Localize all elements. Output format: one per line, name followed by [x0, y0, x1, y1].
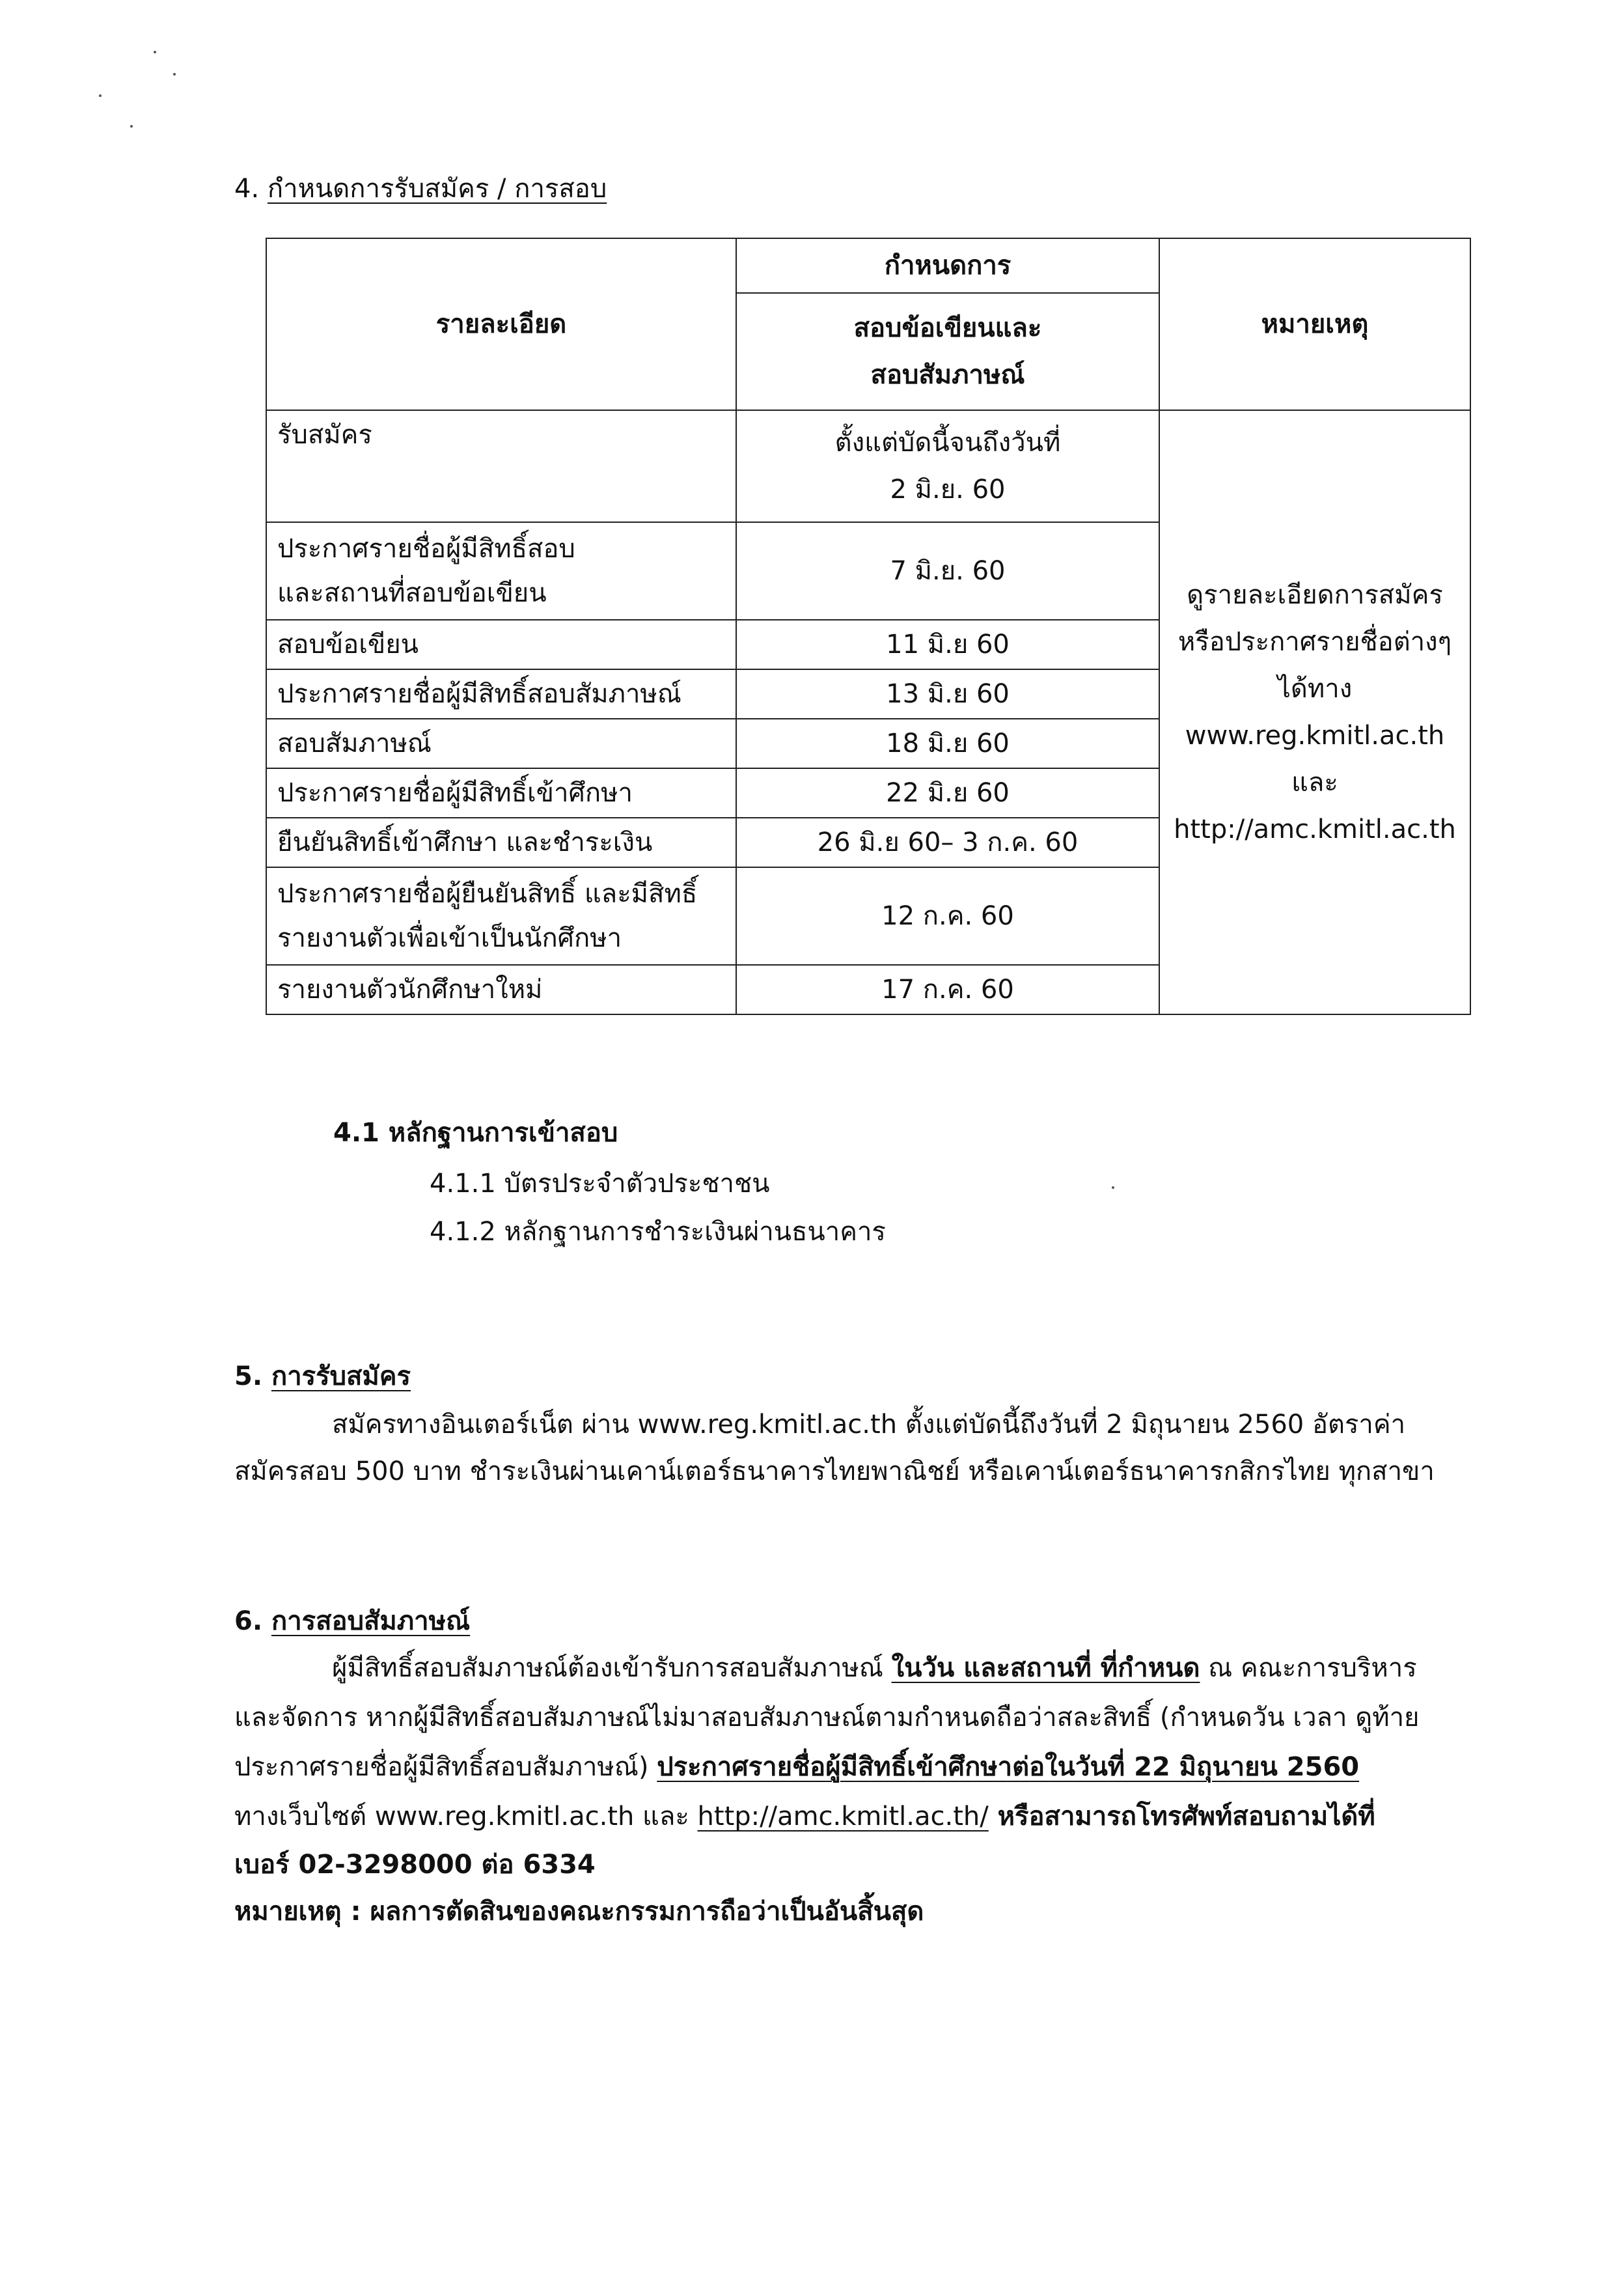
amc-url-link[interactable]: http://amc.kmitl.ac.th/	[697, 1802, 989, 1831]
section-6-paragraph-line: และจัดการ หากผู้มีสิทธิ์สอบสัมภาษณ์ไม่มาสอบสัมภาษณ์ตามกำหนดถือว่าสละสิทธิ์ (กำหนดวัน เวลา ดูท้าย	[234, 1703, 1420, 1733]
schedule-table	[266, 238, 1471, 1015]
row-detail: ประกาศรายชื่อผู้ยืนยันสิทธิ์ และมีสิทธิ์ รายงานตัวเพื่อเข้าเป็นนักศึกษา	[266, 867, 736, 965]
scan-speck	[99, 94, 102, 97]
row-date: 12 ก.ค. 60	[736, 867, 1159, 965]
header-schedule: กำหนดการ	[736, 238, 1159, 293]
evidence-item: 4.1.2 หลักฐานการชำระเงินผ่านธนาคาร	[430, 1217, 886, 1247]
row-detail: ยืนยันสิทธิ์เข้าศึกษา และชำระเงิน	[266, 818, 736, 867]
date-place-emphasis: ในวัน และสถานที่ ที่กำหนด	[891, 1653, 1200, 1683]
remark-cell: ดูรายละเอียดการสมัคร หรือประกาศรายชื่อต่างๆ ได้ทาง www.reg.kmitl.ac.th และ http://amc.kmitl.ac.th	[1159, 410, 1470, 1014]
row-detail: รายงานตัวนักศึกษาใหม่	[266, 965, 736, 1014]
row-date: 17 ก.ค. 60	[736, 965, 1159, 1014]
header-detail: รายละเอียด	[266, 238, 736, 410]
amc-link[interactable]: http://amc.kmitl.ac.th	[1174, 815, 1456, 844]
section-4-heading	[234, 171, 607, 207]
website-link[interactable]: www.reg.kmitl.ac.th	[1185, 721, 1445, 751]
header-schedule-sub: สอบข้อเขียนและ สอบสัมภาษณ์	[736, 293, 1159, 410]
scan-speck	[130, 125, 133, 128]
evidence-item: 4.1.1 บัตรประจำตัวประชาชน	[430, 1169, 770, 1199]
section-4-1-title: 4.1 หลักฐานการเข้าสอบ	[333, 1118, 618, 1148]
scan-speck	[173, 73, 176, 76]
section-5-title: การรับสมัคร	[271, 1361, 411, 1391]
phone-line: เบอร์ 02-3298000 ต่อ 6334	[234, 1850, 596, 1880]
section-5-paragraph-line: สมัครสอบ 500 บาท ชำระเงินผ่านเคาน์เตอร์ธนาคารไทยพาณิชย์ หรือเคาน์เตอร์ธนาคารกสิกรไทย ทุกสาขา	[234, 1456, 1435, 1486]
section-5-heading	[234, 1358, 411, 1395]
scan-speck	[154, 51, 156, 53]
row-date: 13 มิ.ย 60	[736, 669, 1159, 719]
row-date: 11 มิ.ย 60	[736, 620, 1159, 669]
row-date: 26 มิ.ย 60– 3 ก.ค. 60	[736, 818, 1159, 867]
row-detail: สอบข้อเขียน	[266, 620, 736, 669]
row-detail: ประกาศรายชื่อผู้มีสิทธิ์สอบ และสถานที่สอบข้อเขียน	[266, 522, 736, 620]
row-detail: ประกาศรายชื่อผู้มีสิทธิ์เข้าศึกษา	[266, 768, 736, 818]
section-6-paragraph-line: ทางเว็บไซต์ www.reg.kmitl.ac.th และ http://amc.kmitl.ac.th/ หรือสามารถโทรศัพท์สอบถามได้ที่	[234, 1802, 1375, 1831]
scan-speck	[1112, 1186, 1114, 1189]
section-4-title: กำหนดการรับสมัคร / การสอบ	[267, 174, 607, 204]
row-detail: รับสมัคร	[266, 410, 736, 522]
row-detail: สอบสัมภาษณ์	[266, 719, 736, 768]
section-6-heading	[234, 1603, 470, 1639]
section-6-paragraph-line: ผู้มีสิทธิ์สอบสัมภาษณ์ต้องเข้ารับการสอบสัมภาษณ์ ในวัน และสถานที่ ที่กำหนด ณ คณะการบริหาร	[332, 1653, 1417, 1683]
row-detail: ประกาศรายชื่อผู้มีสิทธิ์สอบสัมภาษณ์	[266, 669, 736, 719]
section-5-paragraph-line: สมัครทางอินเตอร์เน็ต ผ่าน www.reg.kmitl.ac.th ตั้งแต่บัดนี้ถึงวันที่ 2 มิถุนายน 2560 อัตราค่า	[332, 1410, 1406, 1440]
header-remark: หมายเหตุ	[1159, 238, 1470, 410]
final-remark: หมายเหตุ : ผลการตัดสินของคณะกรรมการถือว่าเป็นอันสิ้นสุด	[234, 1897, 924, 1927]
section-6-title: การสอบสัมภาษณ์	[271, 1606, 471, 1636]
row-date: ตั้งแต่บัดนี้จนถึงวันที่ 2 มิ.ย. 60	[736, 410, 1159, 522]
row-date: 18 มิ.ย 60	[736, 719, 1159, 768]
section-4-number: 4.	[234, 174, 260, 204]
announcement-emphasis: ประกาศรายชื่อผู้มีสิทธิ์เข้าศึกษาต่อในวันที่ 22 มิถุนายน 2560	[657, 1752, 1360, 1782]
section-6-paragraph-line: ประกาศรายชื่อผู้มีสิทธิ์สอบสัมภาษณ์) ประกาศรายชื่อผู้มีสิทธิ์เข้าศึกษาต่อในวันที่ 22 มิถุนายน 2560	[234, 1752, 1360, 1782]
row-date: 7 มิ.ย. 60	[736, 522, 1159, 620]
table-row	[266, 410, 1470, 522]
row-date: 22 มิ.ย 60	[736, 768, 1159, 818]
section-5-number: 5.	[234, 1361, 263, 1391]
section-6-number: 6.	[234, 1606, 263, 1636]
